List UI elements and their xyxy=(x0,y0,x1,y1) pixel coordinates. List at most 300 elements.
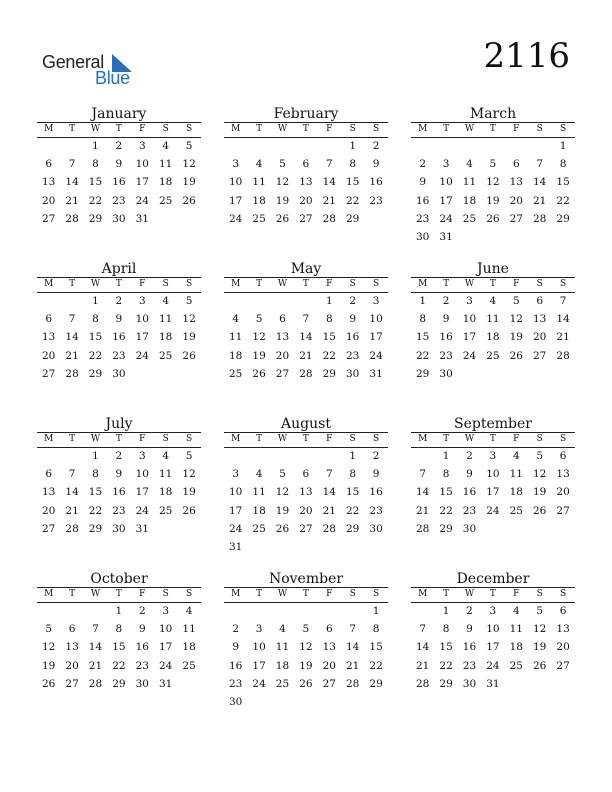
day-cell: 6 xyxy=(512,158,520,171)
day-cell: 28 xyxy=(556,349,570,362)
day-cell: 24 xyxy=(159,659,173,672)
day-cell: 27 xyxy=(533,349,547,362)
day-cell: 10 xyxy=(229,176,243,189)
day-cell: 28 xyxy=(88,677,103,690)
weekday-label: F xyxy=(326,279,333,289)
day-cell: 13 xyxy=(65,641,79,654)
day-cell: 5 xyxy=(536,450,544,462)
day-cell: 28 xyxy=(65,367,79,380)
weekday-label: M xyxy=(44,279,54,289)
day-cell: 18 xyxy=(252,194,266,207)
day-cell: 21 xyxy=(65,194,79,207)
day-cell: 23 xyxy=(112,194,126,207)
day-cell: 23 xyxy=(462,504,477,517)
day-cell: 20 xyxy=(299,194,313,207)
day-cell: 23 xyxy=(439,349,453,362)
day-cell: 25 xyxy=(462,212,477,225)
weekday-label: M xyxy=(231,279,241,289)
weekday-header xyxy=(411,587,575,603)
day-cell: 13 xyxy=(42,176,56,189)
day-cell: 31 xyxy=(135,212,149,225)
day-cell: 4 xyxy=(279,623,286,636)
weekday-label: M xyxy=(418,434,428,444)
month-name: April xyxy=(101,261,137,277)
day-cell: 19 xyxy=(182,176,196,189)
day-cell: 26 xyxy=(533,504,547,517)
day-cell: 23 xyxy=(135,659,149,672)
month-name: November xyxy=(268,571,344,587)
day-cell: 23 xyxy=(112,349,126,362)
month-november xyxy=(224,571,388,721)
day-cell: 7 xyxy=(419,468,427,481)
weekday-label: F xyxy=(513,279,520,289)
day-cell: 26 xyxy=(509,349,523,362)
weekday-label: F xyxy=(139,279,146,289)
day-cell: 29 xyxy=(439,677,453,690)
day-cell: 9 xyxy=(466,623,473,636)
day-cell: 3 xyxy=(255,623,263,636)
day-cell: 27 xyxy=(42,212,56,225)
day-cell: 16 xyxy=(229,659,243,672)
day-cell: 15 xyxy=(112,641,126,654)
weekday-header xyxy=(411,277,575,293)
weekday-label: W xyxy=(464,434,475,444)
weekday-label: F xyxy=(513,434,520,444)
day-cell: 8 xyxy=(92,158,99,171)
day-cell: 19 xyxy=(42,659,56,672)
day-cell: 29 xyxy=(556,212,570,225)
day-cell: 10 xyxy=(159,623,173,636)
day-cell: 8 xyxy=(349,158,357,171)
day-cell: 2 xyxy=(138,605,146,617)
day-cell: 1 xyxy=(92,140,99,152)
day-cell: 11 xyxy=(509,468,523,481)
day-cell: 18 xyxy=(462,194,477,207)
day-cell: 28 xyxy=(322,522,336,535)
day-cell: 10 xyxy=(486,623,500,636)
day-cell: 20 xyxy=(42,349,56,362)
day-cell: 8 xyxy=(92,313,99,326)
day-cell: 10 xyxy=(135,158,149,171)
day-cell: 8 xyxy=(559,158,567,171)
day-cell: 8 xyxy=(442,623,450,636)
day-cell: 19 xyxy=(275,504,290,517)
day-cell: 6 xyxy=(45,313,53,326)
day-cell: 15 xyxy=(439,641,453,654)
weekday-label: F xyxy=(139,589,146,599)
day-cell: 25 xyxy=(509,504,523,517)
day-cell: 16 xyxy=(462,641,477,654)
weekday-label: M xyxy=(44,589,54,599)
day-cell: 11 xyxy=(486,313,500,326)
weekday-label: F xyxy=(513,589,520,599)
day-cell: 18 xyxy=(486,331,500,344)
day-cell: 8 xyxy=(92,468,99,481)
month-name: March xyxy=(469,106,517,122)
day-cell: 11 xyxy=(159,313,173,326)
day-cell: 30 xyxy=(112,212,126,225)
day-cell: 3 xyxy=(232,158,240,171)
weekday-label: M xyxy=(418,124,428,134)
month-september xyxy=(411,416,575,566)
day-cell: 27 xyxy=(556,504,570,517)
day-cell: 6 xyxy=(279,313,286,326)
day-cell: 30 xyxy=(135,677,149,690)
day-cell: 7 xyxy=(536,158,544,171)
day-cell: 9 xyxy=(442,313,450,326)
month-may xyxy=(224,261,388,411)
day-cell: 18 xyxy=(159,486,173,499)
day-cell: 2 xyxy=(349,295,357,307)
day-cell: 13 xyxy=(299,176,313,189)
day-cell: 15 xyxy=(88,331,103,344)
day-cell: 15 xyxy=(88,486,103,499)
day-cell: 26 xyxy=(182,194,196,207)
day-cell: 1 xyxy=(92,450,99,462)
day-cell: 6 xyxy=(302,158,310,171)
day-cell: 23 xyxy=(369,504,383,517)
day-cell: 29 xyxy=(369,677,383,690)
brand-logo xyxy=(42,52,152,92)
day-cell: 13 xyxy=(533,313,547,326)
day-cell: 21 xyxy=(416,659,430,672)
day-cell: 5 xyxy=(536,605,544,617)
day-cell: 29 xyxy=(88,522,103,535)
day-cell: 22 xyxy=(369,659,383,672)
day-cell: 13 xyxy=(42,331,56,344)
day-cell: 20 xyxy=(299,504,313,517)
month-february xyxy=(224,106,388,256)
day-cell: 15 xyxy=(88,176,103,189)
weekday-label: S xyxy=(560,434,567,444)
weekday-label: M xyxy=(231,124,241,134)
day-cell: 2 xyxy=(372,450,380,462)
weekday-label: M xyxy=(44,434,54,444)
day-cell: 31 xyxy=(369,367,383,380)
day-cell: 28 xyxy=(322,212,336,225)
day-cell: 20 xyxy=(275,349,290,362)
day-cell: 13 xyxy=(299,486,313,499)
day-cell: 26 xyxy=(533,659,547,672)
day-cell: 18 xyxy=(509,486,523,499)
day-cell: 24 xyxy=(229,212,243,225)
weekday-label: F xyxy=(513,124,520,134)
day-cell: 17 xyxy=(252,659,266,672)
weekday-label: T xyxy=(302,589,309,599)
day-cell: 25 xyxy=(159,194,173,207)
weekday-label: W xyxy=(277,279,288,289)
day-cell: 21 xyxy=(322,194,336,207)
month-name: February xyxy=(273,106,339,122)
day-cell: 10 xyxy=(252,641,266,654)
day-cell: 30 xyxy=(439,367,453,380)
day-cell: 18 xyxy=(509,641,523,654)
weekday-label: S xyxy=(536,279,543,289)
month-name: December xyxy=(456,571,530,587)
day-cell: 13 xyxy=(42,486,56,499)
day-cell: 26 xyxy=(182,504,196,517)
day-cell: 30 xyxy=(346,367,360,380)
weekday-label: T xyxy=(489,589,496,599)
day-cell: 9 xyxy=(232,641,240,654)
day-cell: 16 xyxy=(416,194,430,207)
day-cell: 17 xyxy=(135,486,149,499)
day-cell: 26 xyxy=(275,212,290,225)
day-cell: 13 xyxy=(322,641,336,654)
day-cell: 21 xyxy=(88,659,103,672)
day-cell: 11 xyxy=(182,623,196,636)
weekday-label: S xyxy=(162,124,169,134)
logo-text-blue: Blue xyxy=(95,68,130,88)
day-cell: 23 xyxy=(369,194,383,207)
weekday-header xyxy=(224,277,388,293)
weekday-label: S xyxy=(349,279,356,289)
day-cell: 27 xyxy=(42,522,56,535)
day-cell: 12 xyxy=(275,176,290,189)
day-cell: 27 xyxy=(65,677,79,690)
day-cell: 3 xyxy=(372,295,380,307)
day-cell: 22 xyxy=(439,659,453,672)
weekday-label: F xyxy=(326,124,333,134)
day-cell: 7 xyxy=(419,623,427,636)
day-cell: 23 xyxy=(462,659,477,672)
day-cell: 19 xyxy=(509,331,523,344)
day-cell: 27 xyxy=(322,677,336,690)
day-cell: 17 xyxy=(369,331,383,344)
weekday-label: T xyxy=(443,434,450,444)
day-cell: 2 xyxy=(442,295,450,307)
day-cell: 12 xyxy=(182,313,196,326)
day-cell: 20 xyxy=(42,504,56,517)
day-cell: 29 xyxy=(439,522,453,535)
day-cell: 23 xyxy=(112,504,126,517)
weekday-label: T xyxy=(69,279,76,289)
day-cell: 20 xyxy=(65,659,79,672)
day-cell: 25 xyxy=(486,349,500,362)
day-cell: 6 xyxy=(302,468,310,481)
day-cell: 4 xyxy=(489,295,497,307)
day-cell: 21 xyxy=(346,659,360,672)
day-cell: 15 xyxy=(439,486,453,499)
weekday-label: S xyxy=(186,434,193,444)
day-cell: 7 xyxy=(325,158,333,171)
day-cell: 19 xyxy=(182,331,196,344)
day-cell: 6 xyxy=(45,158,53,171)
day-cell: 30 xyxy=(112,367,126,380)
day-cell: 23 xyxy=(229,677,243,690)
day-cell: 3 xyxy=(232,468,240,481)
weekday-label: S xyxy=(536,589,543,599)
day-cell: 5 xyxy=(279,468,286,481)
day-cell: 5 xyxy=(255,313,263,326)
day-cell: 8 xyxy=(325,313,333,326)
day-cell: 3 xyxy=(138,140,146,152)
month-name: July xyxy=(105,416,133,432)
day-cell: 22 xyxy=(88,504,103,517)
day-cell: 14 xyxy=(416,486,430,499)
day-cell: 31 xyxy=(135,522,149,535)
day-cell: 21 xyxy=(299,349,313,362)
day-cell: 19 xyxy=(533,641,547,654)
day-cell: 22 xyxy=(346,504,360,517)
weekday-label: S xyxy=(349,124,356,134)
day-cell: 9 xyxy=(419,176,427,189)
day-cell: 23 xyxy=(346,349,360,362)
day-cell: 25 xyxy=(252,212,266,225)
day-cell: 13 xyxy=(275,331,290,344)
day-cell: 24 xyxy=(229,522,243,535)
day-cell: 16 xyxy=(135,641,149,654)
day-cell: 14 xyxy=(346,641,360,654)
weekday-label: T xyxy=(115,589,122,599)
day-cell: 31 xyxy=(439,231,453,243)
day-cell: 6 xyxy=(325,623,333,636)
day-cell: 9 xyxy=(372,468,380,481)
day-cell: 22 xyxy=(322,349,336,362)
weekday-label: T xyxy=(256,434,263,444)
weekday-header xyxy=(224,587,388,603)
day-cell: 7 xyxy=(68,468,76,481)
weekday-label: W xyxy=(464,589,475,599)
day-cell: 23 xyxy=(416,212,430,225)
day-cell: 27 xyxy=(299,522,313,535)
day-cell: 2 xyxy=(466,450,473,462)
day-cell: 21 xyxy=(65,504,79,517)
day-cell: 10 xyxy=(229,486,243,499)
day-cell: 16 xyxy=(112,331,126,344)
day-cell: 20 xyxy=(509,194,523,207)
day-cell: 15 xyxy=(346,486,360,499)
day-cell: 1 xyxy=(372,605,380,617)
day-cell: 30 xyxy=(462,677,477,690)
day-cell: 22 xyxy=(346,194,360,207)
day-cell: 10 xyxy=(486,468,500,481)
day-cell: 4 xyxy=(512,605,520,617)
weekday-label: S xyxy=(560,279,567,289)
day-cell: 7 xyxy=(559,295,567,307)
day-cell: 10 xyxy=(369,313,383,326)
day-cell: 29 xyxy=(88,212,103,225)
day-cell: 3 xyxy=(442,158,450,171)
day-cell: 11 xyxy=(275,641,290,654)
day-cell: 9 xyxy=(372,158,380,171)
day-cell: 14 xyxy=(556,313,570,326)
day-cell: 24 xyxy=(369,349,383,362)
month-name: June xyxy=(477,261,509,277)
weekday-header xyxy=(37,122,201,138)
day-cell: 17 xyxy=(229,194,243,207)
day-cell: 2 xyxy=(115,295,123,307)
day-cell: 22 xyxy=(88,194,103,207)
weekday-label: S xyxy=(373,434,380,444)
day-cell: 22 xyxy=(88,349,103,362)
day-cell: 8 xyxy=(349,468,357,481)
weekday-label: T xyxy=(489,279,496,289)
day-cell: 1 xyxy=(442,450,450,462)
weekday-label: S xyxy=(349,589,356,599)
weekday-label: S xyxy=(373,589,380,599)
day-cell: 2 xyxy=(419,158,427,171)
weekday-label: T xyxy=(256,279,263,289)
day-cell: 29 xyxy=(346,522,360,535)
day-cell: 15 xyxy=(556,176,570,189)
day-cell: 15 xyxy=(322,331,336,344)
day-cell: 12 xyxy=(182,158,196,171)
day-cell: 9 xyxy=(115,158,123,171)
day-cell: 6 xyxy=(536,295,544,307)
day-cell: 2 xyxy=(115,450,123,462)
month-december xyxy=(411,571,575,721)
day-cell: 9 xyxy=(138,623,146,636)
weekday-label: M xyxy=(231,434,241,444)
weekday-label: M xyxy=(231,589,241,599)
day-cell: 24 xyxy=(486,504,500,517)
day-cell: 5 xyxy=(185,450,193,462)
day-cell: 28 xyxy=(299,367,313,380)
day-cell: 19 xyxy=(275,194,290,207)
month-name: October xyxy=(90,571,148,587)
day-cell: 17 xyxy=(486,486,500,499)
day-cell: 15 xyxy=(416,331,430,344)
day-cell: 20 xyxy=(322,659,336,672)
day-cell: 16 xyxy=(462,486,477,499)
day-cell: 4 xyxy=(255,158,263,171)
day-cell: 5 xyxy=(302,623,310,636)
day-cell: 1 xyxy=(559,140,567,152)
day-cell: 29 xyxy=(88,367,103,380)
day-cell: 28 xyxy=(346,677,360,690)
day-cell: 25 xyxy=(182,659,196,672)
day-cell: 4 xyxy=(512,450,520,462)
day-cell: 20 xyxy=(556,641,570,654)
day-cell: 29 xyxy=(112,677,126,690)
day-cell: 3 xyxy=(138,295,146,307)
day-cell: 12 xyxy=(509,313,523,326)
weekday-label: T xyxy=(302,279,309,289)
day-cell: 14 xyxy=(65,486,79,499)
day-cell: 11 xyxy=(462,176,477,189)
day-cell: 22 xyxy=(416,349,430,362)
weekday-label: S xyxy=(373,279,380,289)
day-cell: 21 xyxy=(322,504,336,517)
day-cell: 12 xyxy=(299,641,313,654)
day-cell: 4 xyxy=(466,158,473,171)
weekday-label: S xyxy=(560,589,567,599)
day-cell: 26 xyxy=(486,212,500,225)
day-cell: 25 xyxy=(275,677,290,690)
day-cell: 8 xyxy=(419,313,427,326)
weekday-header xyxy=(37,432,201,448)
day-cell: 7 xyxy=(68,313,76,326)
day-cell: 24 xyxy=(135,349,149,362)
day-cell: 27 xyxy=(42,367,56,380)
weekday-label: T xyxy=(69,434,76,444)
day-cell: 12 xyxy=(275,486,290,499)
day-cell: 8 xyxy=(115,623,123,636)
day-cell: 27 xyxy=(556,659,570,672)
day-cell: 14 xyxy=(299,331,313,344)
day-cell: 7 xyxy=(68,158,76,171)
day-cell: 22 xyxy=(439,504,453,517)
weekday-label: S xyxy=(162,434,169,444)
day-cell: 3 xyxy=(162,605,170,617)
weekday-label: W xyxy=(90,279,101,289)
day-cell: 1 xyxy=(442,605,450,617)
day-cell: 26 xyxy=(275,522,290,535)
month-january xyxy=(37,106,201,256)
day-cell: 28 xyxy=(533,212,547,225)
day-cell: 16 xyxy=(369,176,383,189)
